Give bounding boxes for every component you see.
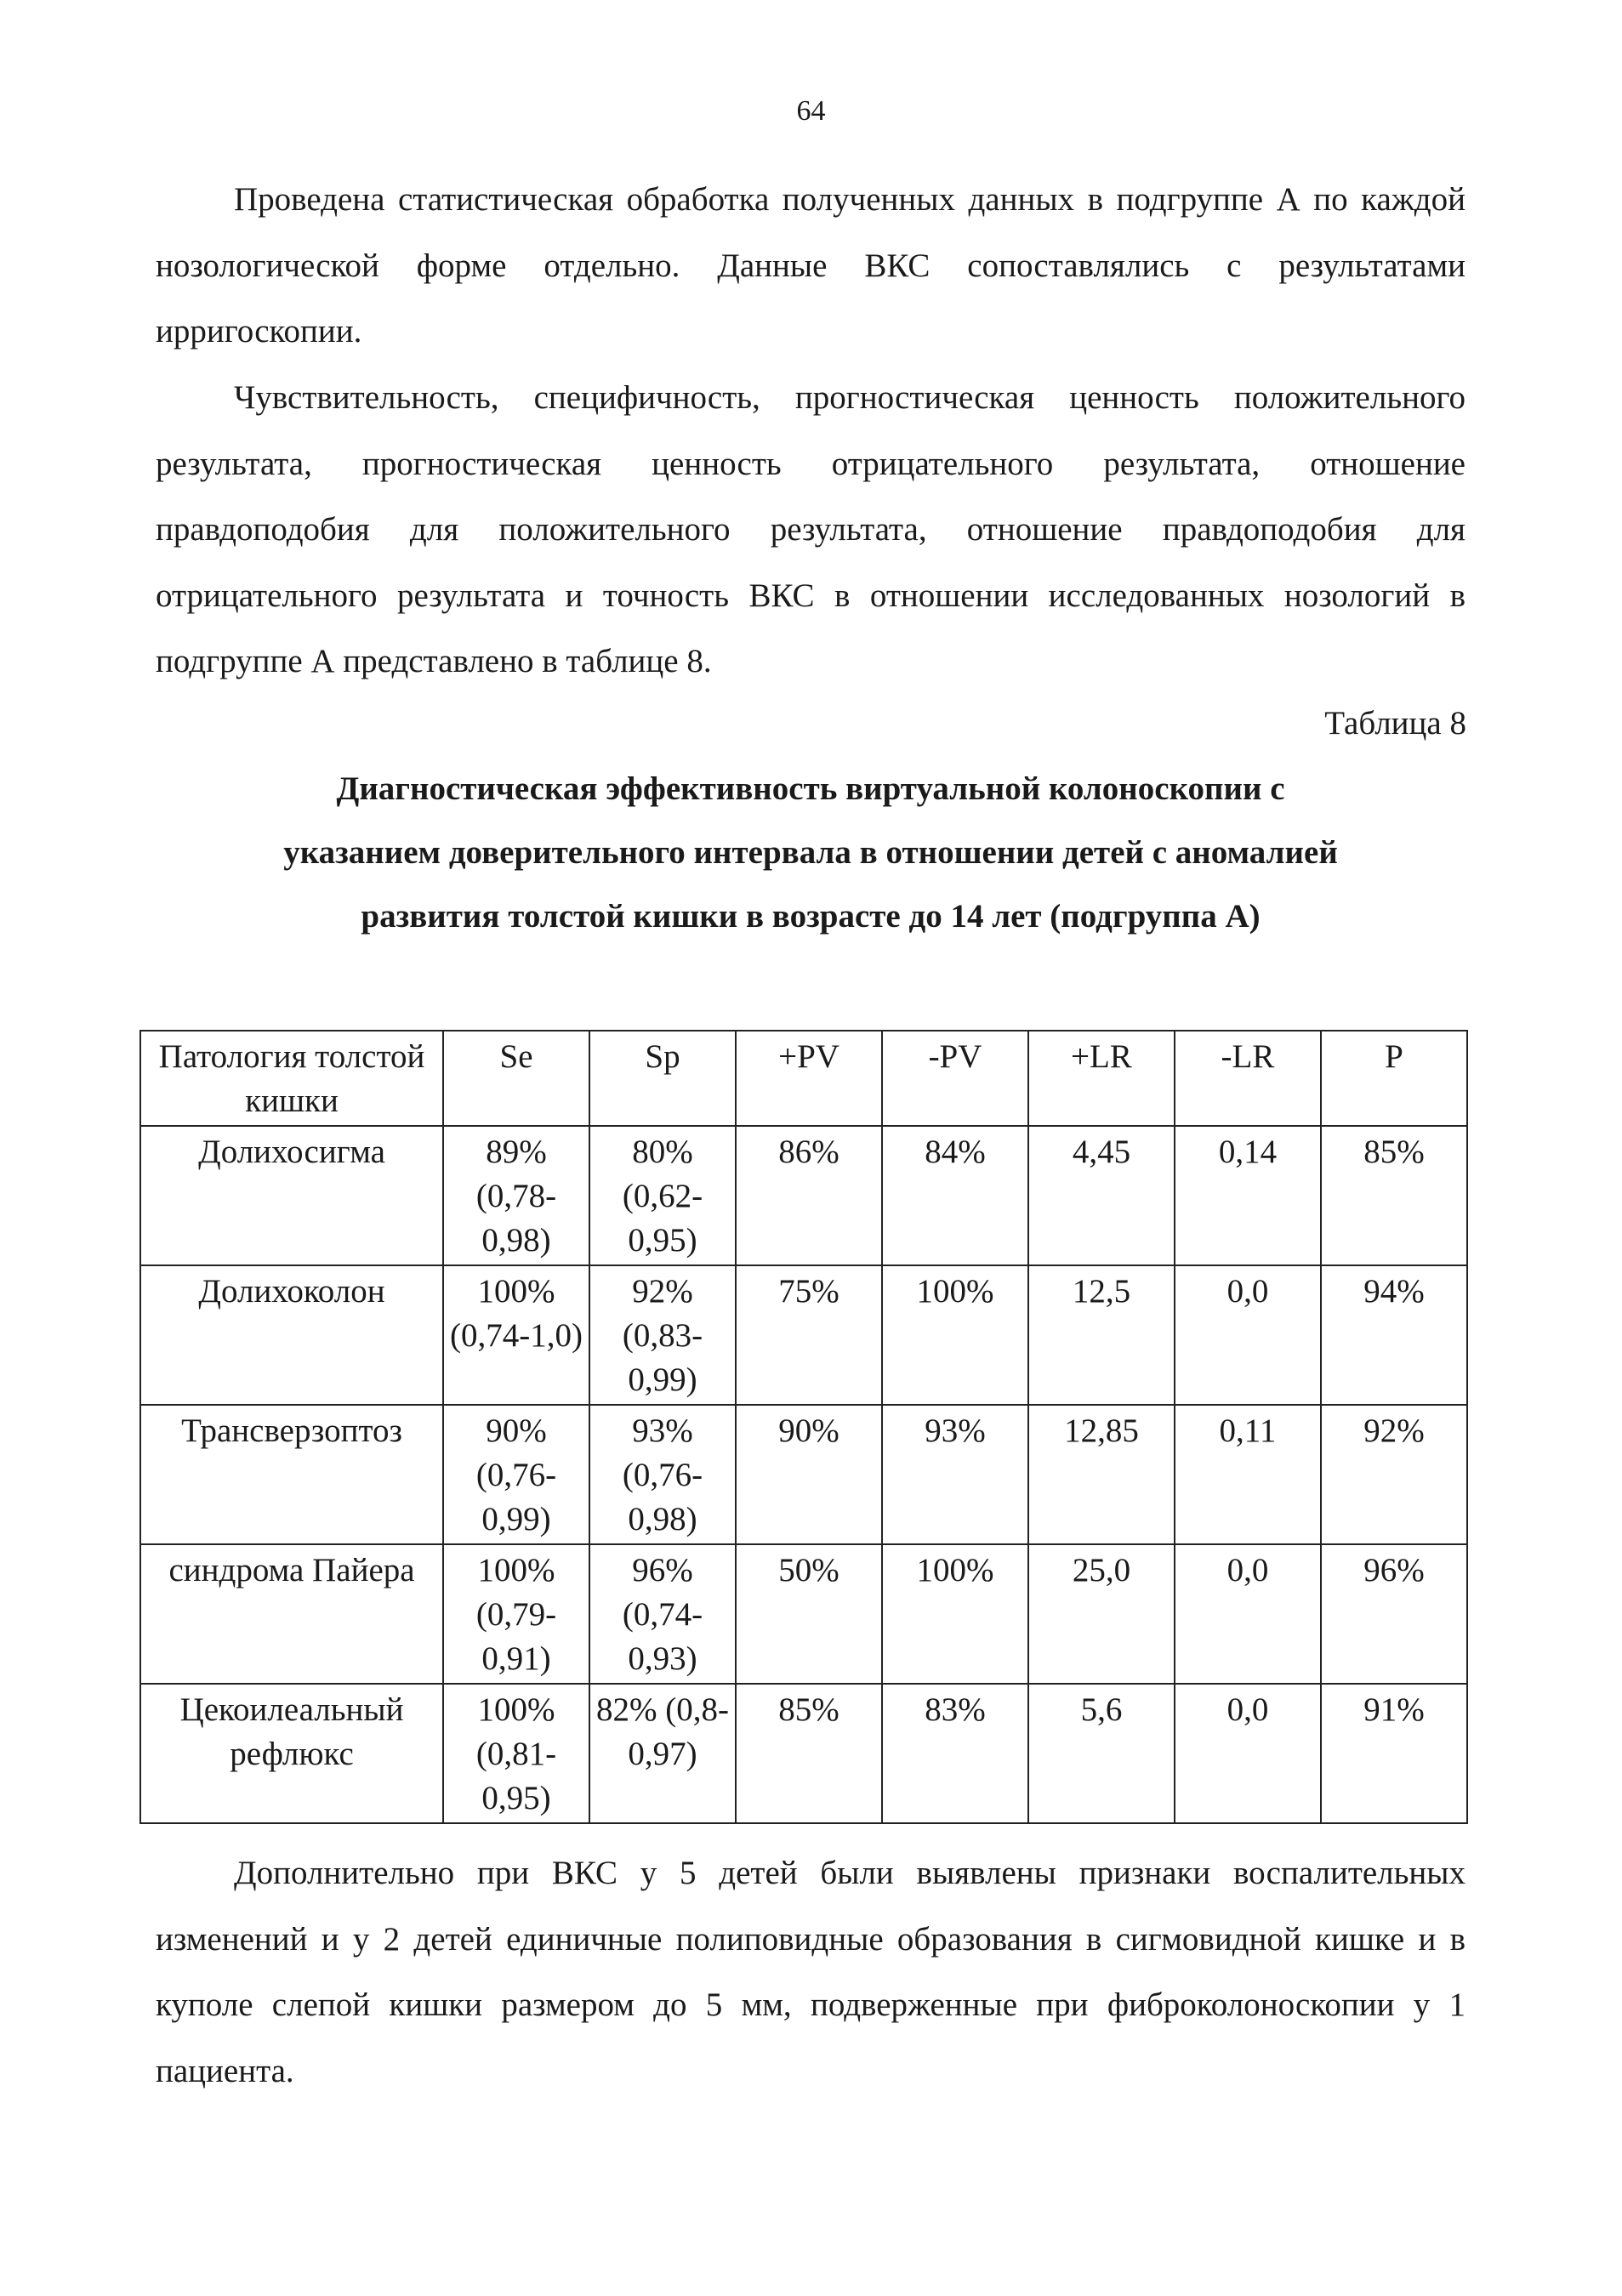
table-cell: 100% (0,81-0,95) xyxy=(443,1684,589,1823)
table-cell: 5,6 xyxy=(1028,1684,1175,1823)
table-row xyxy=(140,1544,1467,1684)
header-cell: +PV xyxy=(736,1031,882,1126)
header-cell: -PV xyxy=(882,1031,1028,1126)
paragraph-metrics: Чувствительность, специфичность, прогностическая ценность положительного результата, прогностическая ценность отрицательного результата, отношение правдоподобия для положительного результата, отношение правдоподобия для отрицательного результата и точность ВКС в отношении исследованных нозологий в подгруппе А представлено в таблице 8. xyxy=(156,379,1465,679)
table-cell: 93% xyxy=(882,1405,1028,1544)
table-title xyxy=(156,757,1465,948)
table-cell: Долихоколон xyxy=(140,1265,443,1405)
table-row xyxy=(140,1684,1467,1823)
header-cell: Sp xyxy=(589,1031,736,1126)
table-cell: 90% (0,76-0,99) xyxy=(443,1405,589,1544)
table-cell: Цекоилеальный рефлюкс xyxy=(140,1684,443,1823)
results-table xyxy=(139,1030,1468,1824)
table-cell: 94% xyxy=(1321,1265,1467,1405)
table-title-line: Диагностическая эффективность виртуальной колоноскопии с xyxy=(336,770,1285,807)
table-cell: 100% xyxy=(882,1265,1028,1405)
table-cell: 89% (0,78-0,98) xyxy=(443,1126,589,1265)
table-cell: 100% (0,74-1,0) xyxy=(443,1265,589,1405)
table-row xyxy=(140,1126,1467,1265)
table-cell: 0,0 xyxy=(1175,1265,1321,1405)
table-row xyxy=(140,1405,1467,1544)
table-cell: 0,14 xyxy=(1175,1126,1321,1265)
table-cell: 0,11 xyxy=(1175,1405,1321,1544)
table-cell: 93% (0,76-0,98) xyxy=(589,1405,736,1544)
header-cell: -LR xyxy=(1175,1031,1321,1126)
table-cell: 96% xyxy=(1321,1544,1467,1684)
table-cell: 91% xyxy=(1321,1684,1467,1823)
table-cell: Трансверзоптоз xyxy=(140,1405,443,1544)
table-cell: 0,0 xyxy=(1175,1544,1321,1684)
header-cell: +LR xyxy=(1028,1031,1175,1126)
table-cell: 12,85 xyxy=(1028,1405,1175,1544)
table-title-line: развития толстой кишки в возрасте до 14 лет (подгруппа А) xyxy=(361,898,1261,935)
header-cell: Se xyxy=(443,1031,589,1126)
header-cell: P xyxy=(1321,1031,1467,1126)
table-cell: 82% (0,8-0,97) xyxy=(589,1684,736,1823)
table-header-row xyxy=(140,1031,1467,1126)
table-cell: 80% (0,62-0,95) xyxy=(589,1126,736,1265)
table-cell: 12,5 xyxy=(1028,1265,1175,1405)
table-cell: 50% xyxy=(736,1544,882,1684)
table-cell: 83% xyxy=(882,1684,1028,1823)
table-cell: Долихосигма xyxy=(140,1126,443,1265)
paragraph-additional-findings: Дополнительно при ВКС у 5 детей были выявлены признаки воспалительных изменений и у 2 детей единичные полиповидные образования в сигмовидной кишке и в куполе слепой кишки размером до 5 мм, подверженные при фиброколоноскопии у 1 пациента. xyxy=(156,1855,1465,2089)
table-cell: 86% xyxy=(736,1126,882,1265)
table-cell: 85% xyxy=(1321,1126,1467,1265)
table-cell: 4,45 xyxy=(1028,1126,1175,1265)
table-cell: синдрома Пайера xyxy=(140,1544,443,1684)
table-label: Таблица 8 xyxy=(1324,705,1466,742)
paragraph-intro: Проведена статистическая обработка полученных данных в подгруппе А по каждой нозологической форме отдельно. Данные ВКС сопоставлялись с результатами ирригоскопии. xyxy=(156,181,1465,350)
table-cell: 100% xyxy=(882,1544,1028,1684)
table-cell: 85% xyxy=(736,1684,882,1823)
table-cell: 75% xyxy=(736,1265,882,1405)
table-cell: 100% (0,79-0,91) xyxy=(443,1544,589,1684)
table-cell: 96% (0,74-0,93) xyxy=(589,1544,736,1684)
table-cell: 92% (0,83-0,99) xyxy=(589,1265,736,1405)
table-row xyxy=(140,1265,1467,1405)
table-cell: 90% xyxy=(736,1405,882,1544)
page-number: 64 xyxy=(796,95,826,127)
table-cell: 92% xyxy=(1321,1405,1467,1544)
table-title-line: указанием доверительного интервала в отношении детей с аномалией xyxy=(283,834,1338,871)
table-cell: 0,0 xyxy=(1175,1684,1321,1823)
table-cell: 25,0 xyxy=(1028,1544,1175,1684)
table-cell: 84% xyxy=(882,1126,1028,1265)
header-cell: Патология толстой кишки xyxy=(140,1031,443,1126)
